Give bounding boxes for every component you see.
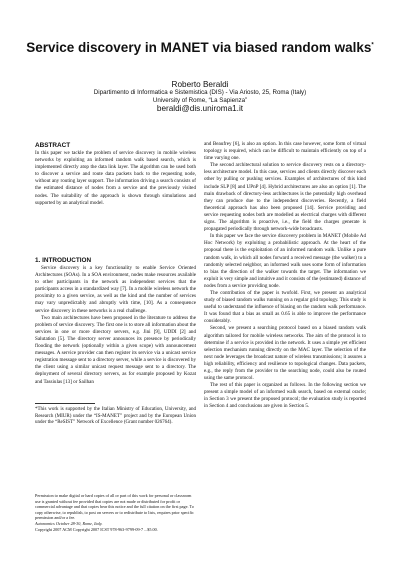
introduction-heading: 1. INTRODUCTION <box>35 257 92 264</box>
abstract-text: In this paper we tackle the problem of service discovery in mobile wireless networks by exploiting an informed random walk based search, which is implemented directly atop the data link layer. The algorithm can be used both to discover a service and route data packets back to the requesting node, without any routing layer support. The information driving a search consists of the estimated distance of nodes from a service and the previously visited nodes. The suitability of the approach is shown through simulations and supported by an analytical model. <box>35 150 196 206</box>
affiliation-line-2: University of Rome, “La Sapienza” <box>152 96 248 104</box>
intro-paragraph-1: Service discovery is a key functionality to enable Service Oriented Architectures (SOAs). In a SOA environment, nodes make resources available to other participants in the network as independent services that the participants access in a standardized way [7]. In a mobile wireless network the proximity to a given service, as well as the kind and the number of services may vary unpredictably and abruptly with time, [10]. As a consequence service discovery in these networks is a real challenge. <box>35 265 196 314</box>
abstract-heading: ABSTRACT <box>35 142 71 149</box>
right-paragraph-3: In this paper we face the service discovery problem in MANET (Mobile Ad Hoc Network) by exploiting a probabilistic approach. At the heart of the proposal there is the exploitation of an informed random walk. Unlike a pure random walk, in which all nodes forward a received message (the walker) to a randomly selected neighbor, an informed walk uses some form of information to bias the direction of the walker towards the target. The information we exploit is very simple and intuitive and it consists of the (estimated) distance of nodes from a service providing node. <box>204 233 366 289</box>
introduction-body <box>35 265 196 386</box>
right-paragraph-4: The contribution of the paper is twofold. First, we present an analytical study of biased random walks running on a regular grid topology. This study is useful to understand the influence of biasing on the random walk performance. It was found that a bias as small as 0.65 is able to improve the performance considerably. <box>204 289 366 325</box>
right-paragraph-5: Second, we present a searching protocol based on a biased random walk algorithm tailored for mobile wireless networks. The aim of the protocol is to determine if a service is provided in the network. It uses a simple yet efficient selection mechanism running directly on the MAC layer. The selection of the next node leverages the broadcast nature of wireless transmissions; it assures a high reliability, efficiency and resilience to topological changes. Data packets, e.g., the reply from the provider to the searching node, could also be routed using the same protocol. <box>204 325 366 382</box>
right-column <box>204 141 366 411</box>
footnote-divider <box>35 403 95 404</box>
paper-title <box>0 40 400 55</box>
permission-notice: Permission to make digital or hard copies of all or part of this work for personal or classroom use is granted without fee provided that copies are not made or distributed for profit or commercial advantage and that copies bear this notice and the full citation on the first page. To copy otherwise, to republish, to post on servers or to redistribute to lists, requires prior specific permission and/or a fee. <box>35 493 194 521</box>
right-paragraph-6: The rest of this paper is organized as follows. In the following section we present a simple model of an informed walk search, based on external oracle; in Section 3 we present the proposed protocol; the evaluation study is reported in Section 4 and conclusions are given in Section 5. <box>204 382 366 410</box>
right-paragraph-2: The second architectural solution to service discovery rests on a directory-less architecture model. In this case, services and clients directly discover each other by pulling or pushing services. Examples of architectures of this kind include SLP [8] and UPnP [4]. Hybrid architectures are also an option [1]. The main drawback of directory-less architectures is the potentially high overhead they can produce due to the independent discoveries. Recently, a field theoretical approach has also been proposed [14]. Service providing and service requesting nodes both are modelled as electrical charges with different signs. The algorithm is proactive, i.e., the field the charges generate is propagated periodically through network-wide broadcasts. <box>204 162 366 233</box>
intro-paragraph-2: Two main architectures have been proposed in the literature to address the problem of service discovery. The first one is to store all information about the services in one or more directory servers, e.g. Jini [9], UDDI [2] and Salutation [5]. The directory server announces its presence by periodically flooding the network (optionally within a given scope) with announcement messages. A service provider can then register its service via a unicast service registration message sent to a directory server, while a service is discovered by the client using a similar unicast request message sent to a directory. The deployment of several directory servers, as for example proposed by Kozat and Tassiulas [13] or Sailhan <box>35 314 196 385</box>
footnote: *This work is supported by the Italian Ministry of Education, University, and Research (MIUR) under the “IS-MANET” project and by the European Union under the “ReSIST” Network of Excellence (Grant number 026764). <box>35 407 196 426</box>
author-email: beraldi@dis.uniroma1.it <box>156 104 244 113</box>
author-name: Roberto Beraldi <box>171 80 229 89</box>
title-footnote-mark: * <box>371 42 374 49</box>
permission-block <box>35 493 196 532</box>
affiliation-line-1: Dipartimento di Informatica e Sistemistica (DIS) - Via Ariosto, 25, Roma (Italy) <box>93 89 307 96</box>
title-text: Service discovery in MANET via biased random walks <box>26 40 372 55</box>
copyright-line: Copyright 2007 ACM Copyright 2007 ICST 978-963-9799-09-7 ...$5.00. <box>35 526 158 532</box>
venue-line: Autonomics October 28-30, Rome, Italy. <box>35 520 103 526</box>
right-paragraph-1: and Beaufrey [6], is also an option. In this case however, some form of virtual topology is required, which can be difficult to maintain efficiently on top of a time varying one. <box>204 141 366 162</box>
